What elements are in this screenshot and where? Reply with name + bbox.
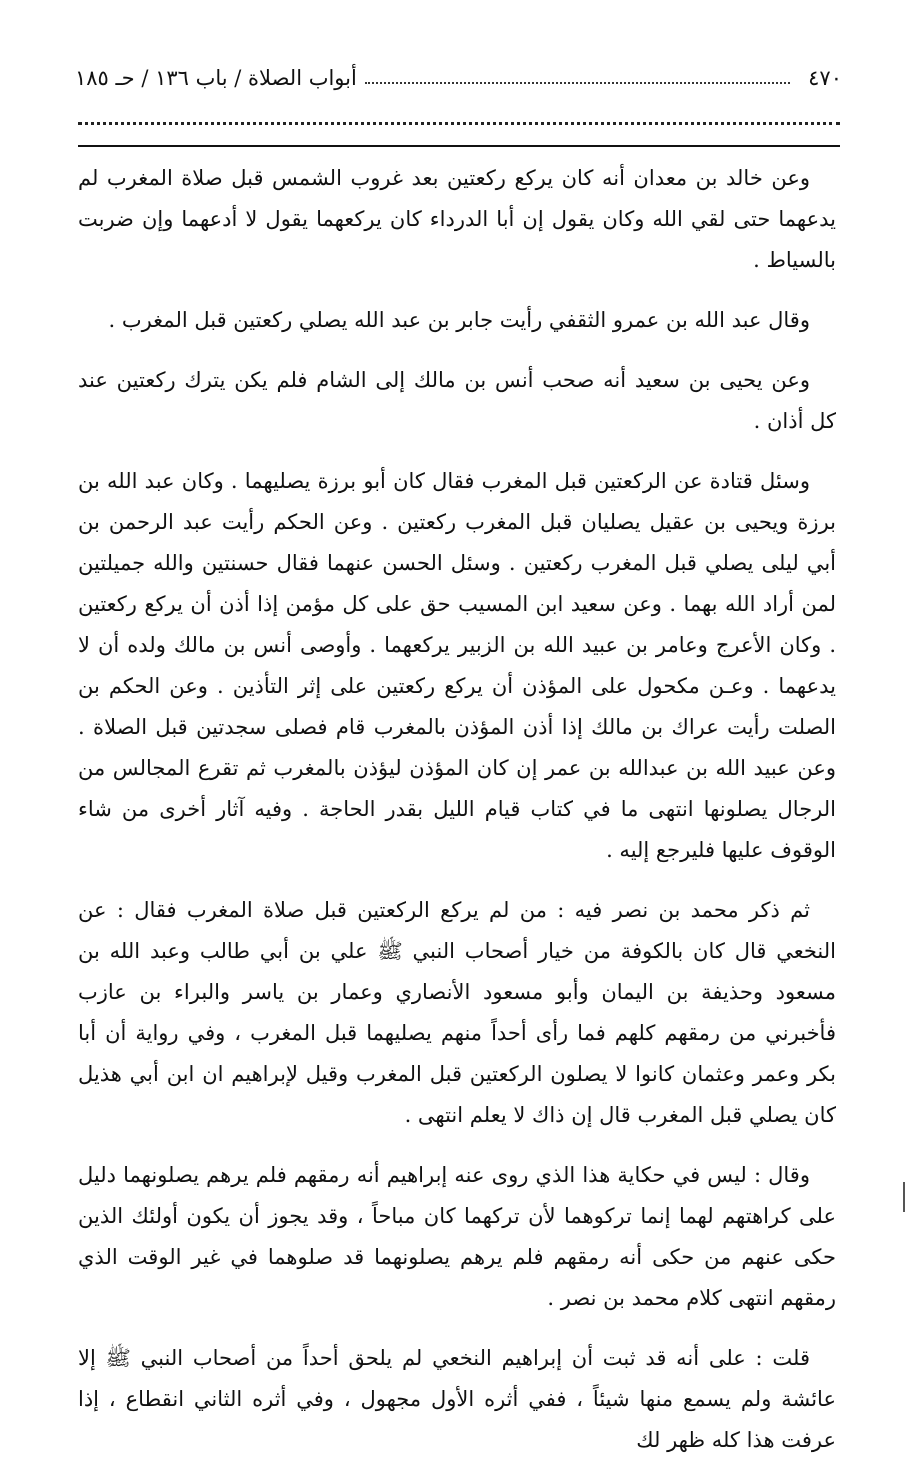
- running-header: [75, 58, 842, 92]
- paragraph-abdullah-thaqafi: وقال عبد الله بن عمرو الثقفي رأيت جابر بن عبد الله يصلي ركعتين قبل المغرب .: [108, 308, 810, 332]
- paragraph-qatada: وسئل قتادة عن الركعتين قبل المغرب فقال كان أبو برزة يصليهما . وكان عبد الله بن برزة ويحيى بن عقيل يصليان قبل المغرب ركعتين . وعن الحكم رأيت عبد الرحمن بن أبي ليلى يصلي قبل المغرب ركعتين . وسئل الحسن عنهما فقال حسنتين والله جميلتين لمن أراد الله بهما . وعن سعيد ابن المسيب حق على كل مؤمن إذا أذن أن يركع ركعتين . وكان الأعرج وعامر بن عبيد الله بن الزبير يركعهما . وأوصى أنس بن مالك ولده أن لا يدعهما . وعـن مكحول على المؤذن أن يركع ركعتين على إثر التأذين . وعن الحكم بن الصلت رأيت عراك بن مالك إذا أذن المؤذن بالمغرب قام فصلى سجدتين قبل الصلاة . وعن عبيد الله بن عبدالله بن عمر إن كان المؤذن ليؤذن بالمغرب ثم تقرع المجالس من الرجال يصلونها انتهى ما في كتاب قيام الليل بقدر الحاجة . وفيه آثار أخرى من شاء الوقوف عليها فليرجع إليه .: [78, 469, 836, 862]
- paragraph-wa-qala: وقال : ليس في حكاية هذا الذي روى عنه إبراهيم أنه رمقهم فلم يرهم يصلونهما دليل على كراهتهم لهما إنما تركوهما لأن تركهما كان مباحاً ، وقد يجوز أن يكون أولئك الذين حكى عنهم من حكى أنه رمقهم فلم يرهم يصلونهما قد صلوهما في غير الوقت الذي رمقهم انتهى كلام محمد بن نصر .: [78, 1163, 836, 1310]
- paragraph-qultu: قلت : على أنه قد ثبت أن إبراهيم النخعي لم يلحق أحداً من أصحاب النبي ﷺ إلا عائشة ولم يسمع منها شيئاً ، ففي أثره الأول مجهول ، وفي أثره الثاني انقطاع ، إذا عرفت هذا كله ظهر لك: [78, 1346, 836, 1452]
- header-dotted-leader: [365, 82, 790, 84]
- main-text: [78, 158, 836, 1452]
- margin-mark: [903, 1182, 905, 1212]
- header-dotted-rule: [78, 122, 840, 125]
- paragraph-yahya-ibn-said: وعن يحيى بن سعيد أنه صحب أنس بن مالك إلى الشام فلم يكن يترك ركعتين عند كل أذان .: [78, 368, 836, 433]
- paragraph-muhammad-ibn-nasr: ثم ذكر محمد بن نصر فيه : من لم يركع الركعتين قبل صلاة المغرب فقال : عن النخعي قال كان بالكوفة من خيار أصحاب النبي ﷺ علي بن أبي طالب وعبد الله بن مسعود وحذيفة بن اليمان وأبو مسعود الأنصاري وعمار بن ياسر والبراء بن عازب فأخبرني من رمقهم كلهم فما رأى أحداً منهم يصليهما قبل المغرب ، وفي رواية أن أبا بكر وعمر وعثمان كانوا لا يصلون الركعتين قبل المغرب وقيل لإبراهيم ان ابن أبي هذيل كان يصلي قبل المغرب قال إن ذاك لا يعلم انتهى .: [78, 898, 836, 1127]
- page-number: ٤٧٠: [808, 66, 842, 90]
- paragraph-khalid-ibn-madan: وعن خالد بن معدان أنه كان يركع ركعتين بعد غروب الشمس قبل صلاة المغرب لم يدعهما حتى لقي الله وكان يقول إن أبا الدرداء كان يركعهما يقول لا أدعهما وإن ضربت بالسياط .: [78, 166, 836, 272]
- running-title: أبواب الصلاة / باب ١٣٦ / حـ ١٨٥: [75, 66, 357, 90]
- header-solid-rule: [78, 145, 840, 147]
